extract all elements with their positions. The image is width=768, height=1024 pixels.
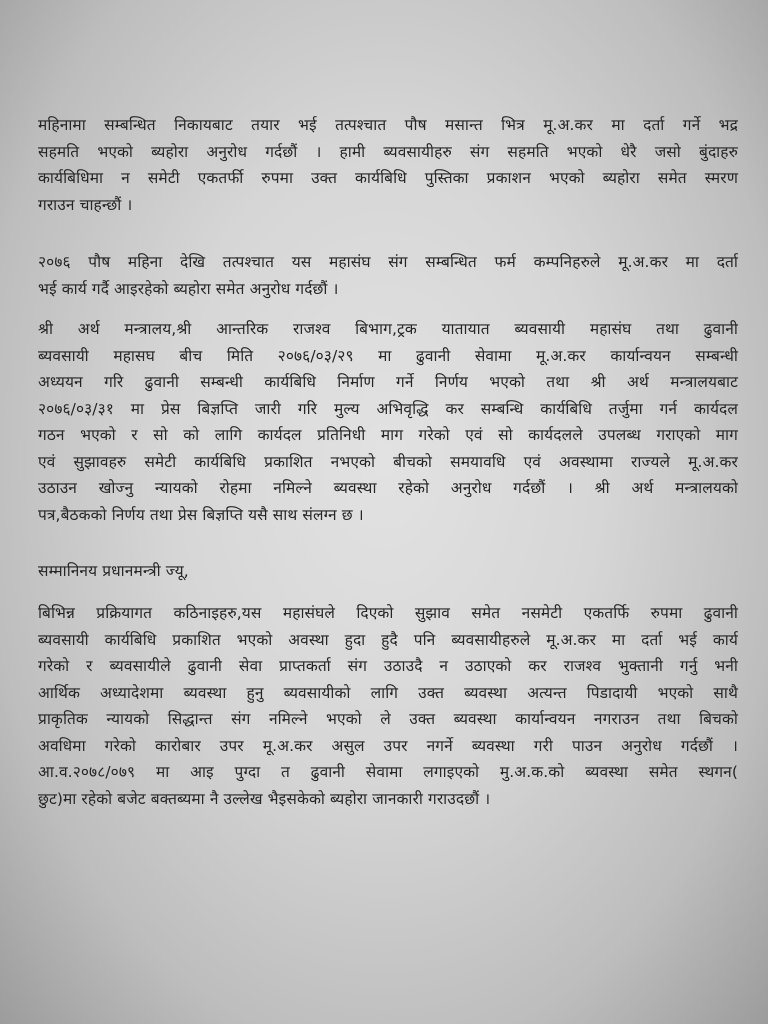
text-line: अध्ययन गरि ढुवानी सम्बन्धी कार्यबिधि निर्माण गर्ने निर्णय भएको तथा श्री अर्थ मन्त्रालयबाट: [38, 373, 738, 391]
paragraph-3: [38, 316, 738, 528]
paragraph-5: [38, 600, 738, 812]
text-line: एवं सुझावहरु समेटी कार्यबिधि प्रकाशित नभएको बीचको समयावधि एवं अवस्थामा राज्यले मू.अ.कर: [38, 452, 738, 471]
text-line: कार्यबिधिमा न समेटी एकतर्फी रुपमा उक्त कार्यबिधि पुस्तिका प्रकाशन भएको ब्यहोरा समेत स्मरण: [38, 169, 738, 187]
text-line: आ.व.२०७८/०७९ मा आइ पुग्दा त ढुवानी सेवामा लगाइएको मु.अ.क.को ब्यवस्था समेत स्थगन(: [38, 763, 738, 781]
text-line: अवधिमा गरेको कारोबार उपर मू.अ.कर असुल उपर नगर्ने ब्यवस्था गरी पाउन अनुरोध गर्दछौं ।: [38, 736, 738, 755]
text-line: २०७६/०३/३१ मा प्रेस बिज्ञप्ति जारी गरि मुल्य अभिवृद्धि कर सम्बन्धि कार्यबिधि तर्जुमा गर्न कार्यदल: [38, 399, 738, 418]
text-line: गरेको र ब्यवसायीले ढुवानी सेवा प्राप्तकर्ता संग उठाउदै न उठाएको कर राजश्व भुक्तानी गर्नु भनी: [38, 657, 738, 675]
text-line: गठन भएको र सो को लागि कार्यदल प्रतिनिधी माग गरेको एवं सो कार्यदलले उपलब्ध गराएको माग: [38, 426, 738, 444]
text-line: बिभिन्न प्रक्रियागत कठिनाइहरु,यस महासंघले दिएको सुझाव समेत नसमेटी एकतर्फि रुपमा ढुवानी: [38, 604, 738, 622]
salutation-text: सम्मानिनय प्रधानमन्त्री ज्यू,: [38, 562, 189, 580]
text-line: श्री अर्थ मन्त्रालय,श्री आन्तरिक राजश्व बिभाग,ट्रक यातायात ब्यवसायी महासंघ तथा ढुवानी: [38, 320, 738, 338]
text-line: सहमति भएको ब्यहोरा अनुरोध गर्दछौं । हामी ब्यवसायीहरु संग सहमति भएको धेरै जसो बुंदाहरु: [38, 142, 738, 161]
text-line: भई कार्य गर्दै आइरहेको ब्यहोरा समेत अनुरोध गर्दछौं ।: [38, 279, 339, 298]
text-line: छुट)मा रहेको बजेट बक्तब्यमा नै उल्लेख भैइसकेको ब्यहोरा जानकारी गराउदछौं ।: [38, 789, 491, 808]
text-line: २०७६ पौष महिना देखि तत्पश्चात यस महासंघ संग सम्बन्धित फर्म कम्पनिहरुले मू.अ.कर मा दर्ता: [38, 253, 738, 271]
paragraph-2: [38, 249, 738, 302]
text-line: ब्यवसायी महासघ बीच मिति २०७६/०३/२९ मा ढुवानी सेवामा मू.अ.कर कार्यान्वयन सम्बन्धी: [38, 346, 738, 365]
text-line: प्राकृतिक न्यायको सिद्धान्त संग नमिल्ने भएको ले उक्त ब्यवस्था कार्यान्वयन नगराउन तथा बिचको: [38, 710, 738, 728]
text-line: उठाउन खोज्नु न्यायको रोहमा नमिल्ने ब्यवस्था रहेको अनुरोध गर्दछौं । श्री अर्थ मन्त्रालयको: [38, 479, 738, 497]
text-line: गराउन चाहन्छौं ।: [38, 195, 133, 214]
text-line: महिनामा सम्बन्धित निकायबाट तयार भई तत्पश्चात पौष मसान्त भित्र मू.अ.कर मा दर्ता गर्ने भद्र: [38, 116, 738, 134]
text-line: ब्यवसायी कार्यबिधि प्रकाशित भएको अवस्था हुदा हुदै पनि ब्यवसायीहरुले मू.अ.कर मा दर्ता भई कार्य: [38, 630, 738, 649]
text-line: आर्थिक अध्यादेशमा ब्यवस्था हुनु ब्यवसायीको लागि उक्त ब्यवस्था अत्यन्त पिडादायी भएको साथै: [38, 683, 738, 702]
salutation: [38, 558, 738, 585]
text-line: पत्र,बैठकको निर्णय तथा प्रेस बिज्ञप्ति यसै साथ संलग्न छ ।: [38, 505, 364, 524]
paragraph-1: [38, 112, 738, 218]
